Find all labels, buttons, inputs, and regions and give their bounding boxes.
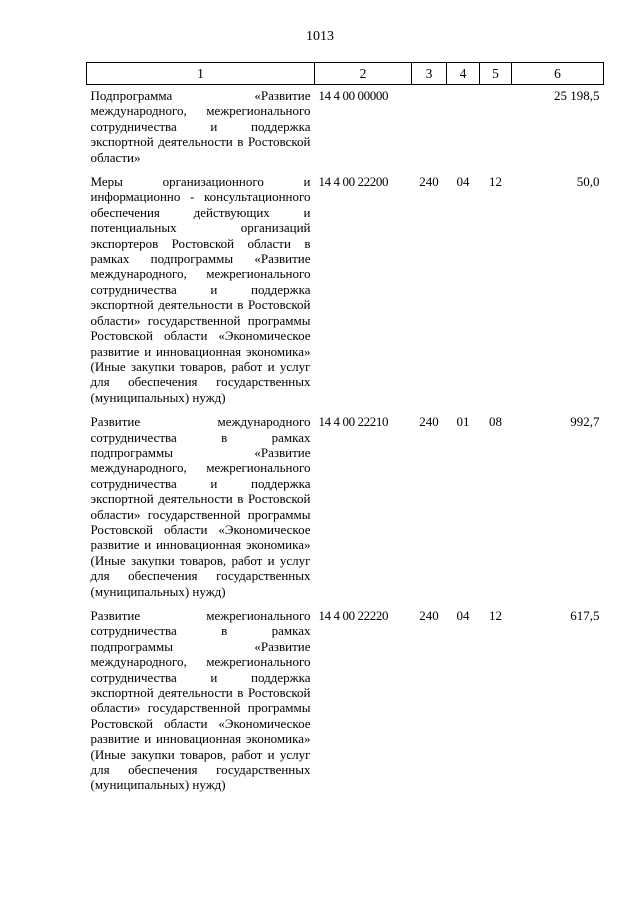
row-amount: 50,0 — [576, 174, 600, 190]
row-expense-type: 240 — [419, 608, 439, 623]
header-col-2: 2 — [315, 63, 412, 85]
row-section: 04 — [456, 608, 470, 623]
row-amount: 992,7 — [570, 414, 600, 430]
row-subsection: 08 — [489, 414, 502, 430]
row-name: Развитие межрегионального сотрудничества в рамках подпрограммы «Развитие международного, межрегионального сотрудничества и поддержка экспортной деятельности в Ростовской области» государственной программы Ростовской области «Экономическое развитие и инновационная экономика» (Иные закупки товаров, работ и услуг для обеспечения государственных (муниципальных) нужд) — [90, 608, 311, 793]
table-row — [87, 411, 604, 605]
row-section — [447, 85, 480, 172]
header-col-1: 1 — [87, 63, 315, 85]
header-col-3: 3 — [412, 63, 447, 85]
header-col-5: 5 — [480, 63, 512, 85]
row-subsection: 12 — [489, 608, 502, 623]
row-subsection — [480, 85, 512, 172]
page-number: 1013 — [306, 29, 334, 44]
row-section: 04 — [456, 174, 470, 190]
table-row — [87, 171, 604, 411]
header-col-4: 4 — [447, 63, 480, 85]
row-expense-type — [412, 85, 447, 172]
row-target-code: 14 4 00 00000 — [318, 88, 389, 103]
header-row — [87, 63, 604, 85]
row-amount: 617,5 — [570, 608, 600, 623]
row-name: Подпрограмма «Развитие международного, межрегионального сотрудничества и поддержка экспортной деятельности в Ростовской области» — [90, 88, 311, 165]
header-col-6: 6 — [512, 63, 604, 85]
row-subsection: 12 — [489, 174, 502, 190]
row-target-code: 14 4 00 22220 — [318, 608, 389, 623]
row-expense-type: 240 — [419, 174, 439, 190]
table-body — [87, 85, 604, 799]
row-amount: 25 198,5 — [554, 88, 600, 103]
row-name: Развитие международного сотрудничества в рамках подпрограммы «Развитие международного, межрегионального сотрудничества и поддержка экспортной деятельности в Ростовской области» государственной программы Ростовской области «Экономическое развитие и инновационная экономика» (Иные закупки товаров, работ и услуг для обеспечения государственных (муниципальных) нужд) — [90, 414, 311, 599]
row-target-code: 14 4 00 22210 — [318, 414, 389, 430]
row-section: 01 — [456, 414, 470, 430]
row-target-code: 14 4 00 22200 — [318, 174, 389, 190]
budget-table — [86, 62, 604, 799]
table-header — [87, 63, 604, 85]
table-row — [87, 605, 604, 799]
row-name: Меры организационного и информационно - консультационного обеспечения действующих и потенциальных организаций экспортеров Ростовской области в рамках подпрограммы «Развитие международного, межрегионального сотрудничества и поддержка экспортной деятельности в Ростовской области» государственной программы Ростовской области «Экономическое развитие и инновационная экономика» (Иные закупки товаров, работ и услуг для обеспечения государственных (муниципальных) нужд) — [90, 174, 311, 405]
table-row — [87, 85, 604, 172]
row-expense-type: 240 — [419, 414, 439, 430]
